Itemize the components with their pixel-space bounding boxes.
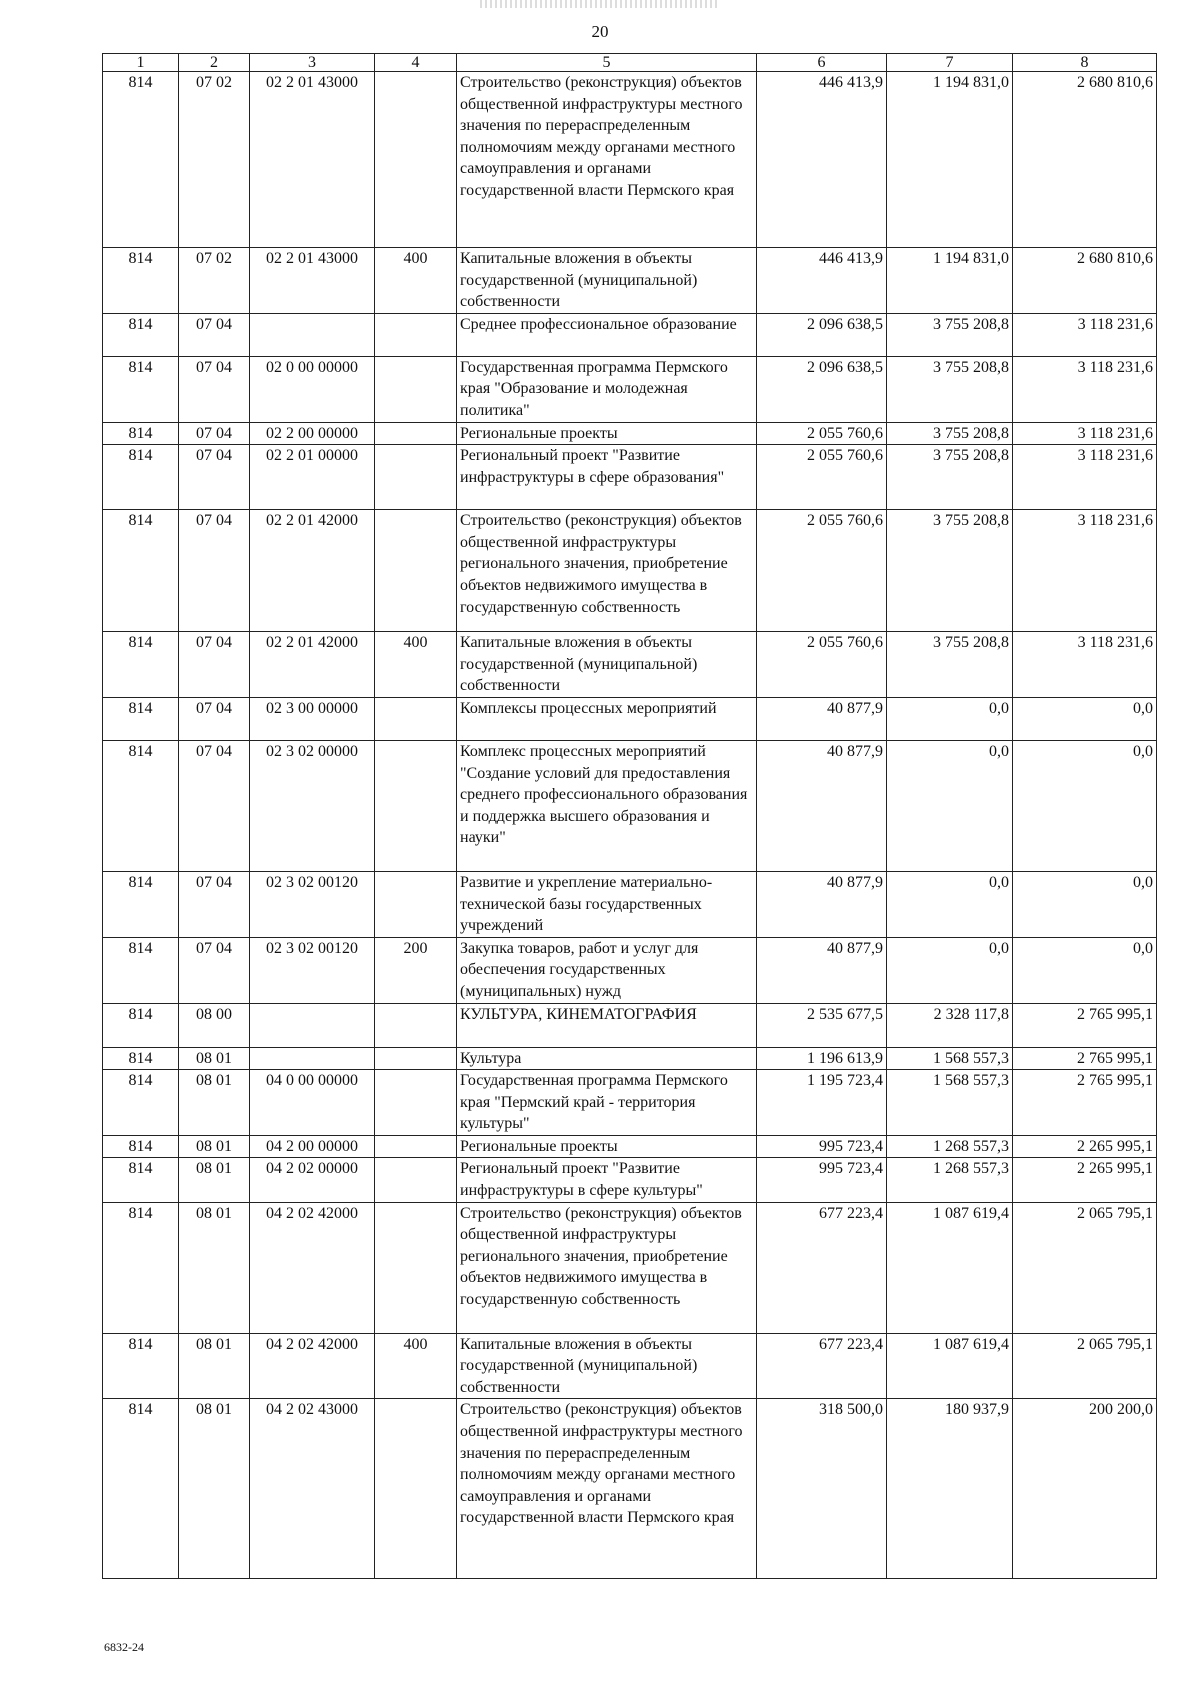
dept-code: 814 (103, 1070, 179, 1136)
target-article-code: 02 2 01 43000 (250, 248, 375, 314)
target-article-code: 02 3 02 00120 (250, 937, 375, 1003)
target-article-code (250, 313, 375, 356)
column-number-row (103, 54, 1157, 72)
amount-col7: 3 755 208,8 (887, 356, 1013, 422)
item-name: Региональный проект "Развитие инфраструктуры в сфере образования" (457, 445, 757, 510)
amount-col6: 40 877,9 (757, 740, 887, 871)
expense-type-code (375, 510, 457, 632)
amount-col8: 3 118 231,6 (1013, 632, 1157, 698)
amount-col8: 3 118 231,6 (1013, 445, 1157, 510)
section-code: 08 01 (179, 1070, 250, 1136)
amount-col7: 3 755 208,8 (887, 632, 1013, 698)
amount-col7: 1 194 831,0 (887, 72, 1013, 248)
amount-col8: 2 765 995,1 (1013, 1070, 1157, 1136)
section-code: 07 04 (179, 697, 250, 740)
dept-code: 814 (103, 422, 179, 445)
dept-code: 814 (103, 632, 179, 698)
expense-type-code (375, 1070, 457, 1136)
table-row (103, 1003, 1157, 1047)
table-row (103, 356, 1157, 422)
amount-col6: 2 055 760,6 (757, 445, 887, 510)
table-row (103, 313, 1157, 356)
amount-col7: 3 755 208,8 (887, 510, 1013, 632)
table-row (103, 510, 1157, 632)
section-code: 07 04 (179, 510, 250, 632)
item-name: Культура (457, 1047, 757, 1070)
dept-code: 814 (103, 1047, 179, 1070)
amount-col6: 446 413,9 (757, 248, 887, 314)
table-row (103, 1158, 1157, 1202)
section-code: 08 01 (179, 1333, 250, 1399)
amount-col6: 2 535 677,5 (757, 1003, 887, 1047)
target-article-code: 04 2 00 00000 (250, 1135, 375, 1158)
item-name: Государственная программа Пермского края "Образование и молодежная политика" (457, 356, 757, 422)
section-code: 07 04 (179, 632, 250, 698)
dept-code: 814 (103, 1135, 179, 1158)
amount-col7: 0,0 (887, 740, 1013, 871)
item-name: Развитие и укрепление материально-технической базы государственных учреждений (457, 871, 757, 937)
item-name: Закупка товаров, работ и услуг для обеспечения государственных (муниципальных) нужд (457, 937, 757, 1003)
amount-col8: 2 765 995,1 (1013, 1047, 1157, 1070)
expense-type-code (375, 740, 457, 871)
expense-type-code: 400 (375, 1333, 457, 1399)
dept-code: 814 (103, 356, 179, 422)
expense-type-code (375, 445, 457, 510)
amount-col7: 180 937,9 (887, 1399, 1013, 1579)
expense-type-code (375, 1158, 457, 1202)
table-row (103, 740, 1157, 871)
section-code: 07 04 (179, 871, 250, 937)
target-article-code: 02 2 00 00000 (250, 422, 375, 445)
amount-col6: 1 196 613,9 (757, 1047, 887, 1070)
table-row (103, 422, 1157, 445)
amount-col8: 0,0 (1013, 871, 1157, 937)
amount-col8: 3 118 231,6 (1013, 356, 1157, 422)
target-article-code: 04 2 02 42000 (250, 1202, 375, 1333)
item-name: Строительство (реконструкция) объектов общественной инфраструктуры местного значения по перераспределенным полномочиям между органами местного самоуправления и органами государственной власти Пермского края (457, 72, 757, 248)
dept-code: 814 (103, 740, 179, 871)
dept-code: 814 (103, 445, 179, 510)
expense-type-code (375, 1135, 457, 1158)
expense-type-code (375, 697, 457, 740)
section-code: 07 04 (179, 740, 250, 871)
section-code: 07 04 (179, 422, 250, 445)
amount-col7: 3 755 208,8 (887, 422, 1013, 445)
amount-col7: 1 087 619,4 (887, 1333, 1013, 1399)
amount-col8: 3 118 231,6 (1013, 422, 1157, 445)
expense-type-code: 400 (375, 632, 457, 698)
section-code: 07 04 (179, 445, 250, 510)
amount-col7: 2 328 117,8 (887, 1003, 1013, 1047)
amount-col6: 2 096 638,5 (757, 313, 887, 356)
expense-type-code (375, 72, 457, 248)
amount-col8: 2 265 995,1 (1013, 1135, 1157, 1158)
col-header: 3 (250, 54, 375, 72)
amount-col8: 2 680 810,6 (1013, 248, 1157, 314)
amount-col6: 446 413,9 (757, 72, 887, 248)
amount-col8: 0,0 (1013, 937, 1157, 1003)
amount-col7: 1 268 557,3 (887, 1135, 1013, 1158)
target-article-code: 02 3 00 00000 (250, 697, 375, 740)
item-name: Среднее профессиональное образование (457, 313, 757, 356)
target-article-code: 02 3 02 00120 (250, 871, 375, 937)
dept-code: 814 (103, 1003, 179, 1047)
expense-type-code (375, 871, 457, 937)
col-header: 4 (375, 54, 457, 72)
col-header: 6 (757, 54, 887, 72)
amount-col7: 1 268 557,3 (887, 1158, 1013, 1202)
section-code: 07 02 (179, 248, 250, 314)
table-row (103, 1399, 1157, 1579)
expense-type-code (375, 1047, 457, 1070)
amount-col6: 2 055 760,6 (757, 422, 887, 445)
item-name: Региональные проекты (457, 422, 757, 445)
target-article-code: 04 2 02 00000 (250, 1158, 375, 1202)
expense-type-code (375, 1202, 457, 1333)
amount-col6: 40 877,9 (757, 937, 887, 1003)
amount-col6: 2 096 638,5 (757, 356, 887, 422)
target-article-code: 02 2 01 42000 (250, 510, 375, 632)
amount-col7: 0,0 (887, 697, 1013, 740)
table-row (103, 937, 1157, 1003)
document-code: 6832-24 (104, 1640, 144, 1654)
target-article-code: 02 2 01 42000 (250, 632, 375, 698)
target-article-code (250, 1047, 375, 1070)
page-number: 20 (591, 22, 609, 41)
amount-col8: 2 680 810,6 (1013, 72, 1157, 248)
expense-type-code (375, 356, 457, 422)
section-code: 07 04 (179, 937, 250, 1003)
col-header: 8 (1013, 54, 1157, 72)
amount-col7: 1 568 557,3 (887, 1070, 1013, 1136)
item-name: Комплексы процессных мероприятий (457, 697, 757, 740)
dept-code: 814 (103, 1202, 179, 1333)
item-name: Государственная программа Пермского края "Пермский край - территория культуры" (457, 1070, 757, 1136)
dept-code: 814 (103, 937, 179, 1003)
dept-code: 814 (103, 1158, 179, 1202)
target-article-code: 02 3 02 00000 (250, 740, 375, 871)
table-row (103, 1070, 1157, 1136)
expense-type-code (375, 1003, 457, 1047)
item-name: Капитальные вложения в объекты государственной (муниципальной) собственности (457, 248, 757, 314)
section-code: 08 01 (179, 1047, 250, 1070)
item-name: КУЛЬТУРА, КИНЕМАТОГРАФИЯ (457, 1003, 757, 1047)
amount-col6: 40 877,9 (757, 871, 887, 937)
dept-code: 814 (103, 697, 179, 740)
section-code: 07 02 (179, 72, 250, 248)
target-article-code: 04 2 02 43000 (250, 1399, 375, 1579)
amount-col8: 2 765 995,1 (1013, 1003, 1157, 1047)
amount-col7: 0,0 (887, 871, 1013, 937)
amount-col8: 3 118 231,6 (1013, 313, 1157, 356)
budget-table (102, 53, 1157, 1579)
table-row (103, 871, 1157, 937)
section-code: 08 01 (179, 1399, 250, 1579)
amount-col6: 2 055 760,6 (757, 510, 887, 632)
target-article-code: 04 2 02 42000 (250, 1333, 375, 1399)
item-name: Строительство (реконструкция) объектов общественной инфраструктуры регионального значения, приобретение объектов недвижимого имущества в государственную собственность (457, 510, 757, 632)
amount-col6: 995 723,4 (757, 1158, 887, 1202)
expense-type-code (375, 1399, 457, 1579)
col-header: 7 (887, 54, 1013, 72)
amount-col8: 2 065 795,1 (1013, 1202, 1157, 1333)
section-code: 07 04 (179, 356, 250, 422)
dept-code: 814 (103, 313, 179, 356)
expense-type-code: 200 (375, 937, 457, 1003)
expense-type-code (375, 313, 457, 356)
section-code: 08 01 (179, 1158, 250, 1202)
item-name: Капитальные вложения в объекты государственной (муниципальной) собственности (457, 1333, 757, 1399)
target-article-code: 02 0 00 00000 (250, 356, 375, 422)
table-row (103, 697, 1157, 740)
col-header: 2 (179, 54, 250, 72)
section-code: 08 01 (179, 1135, 250, 1158)
expense-type-code (375, 422, 457, 445)
dept-code: 814 (103, 871, 179, 937)
amount-col6: 40 877,9 (757, 697, 887, 740)
scan-artifact (480, 0, 720, 8)
amount-col6: 318 500,0 (757, 1399, 887, 1579)
amount-col7: 1 568 557,3 (887, 1047, 1013, 1070)
target-article-code (250, 1003, 375, 1047)
section-code: 08 01 (179, 1202, 250, 1333)
amount-col6: 995 723,4 (757, 1135, 887, 1158)
amount-col6: 677 223,4 (757, 1333, 887, 1399)
amount-col8: 0,0 (1013, 740, 1157, 871)
dept-code: 814 (103, 248, 179, 314)
amount-col8: 0,0 (1013, 697, 1157, 740)
table-row (103, 72, 1157, 248)
item-name: Региональный проект "Развитие инфраструктуры в сфере культуры" (457, 1158, 757, 1202)
item-name: Комплекс процессных мероприятий "Создание условий для предоставления среднего профессионального образования и поддержка высшего образования и науки" (457, 740, 757, 871)
amount-col7: 3 755 208,8 (887, 445, 1013, 510)
item-name: Строительство (реконструкция) объектов общественной инфраструктуры местного значения по перераспределенным полномочиям между органами местного самоуправления и органами государственной власти Пермского края (457, 1399, 757, 1579)
target-article-code: 02 2 01 00000 (250, 445, 375, 510)
section-code: 07 04 (179, 313, 250, 356)
amount-col6: 677 223,4 (757, 1202, 887, 1333)
amount-col8: 200 200,0 (1013, 1399, 1157, 1579)
amount-col7: 3 755 208,8 (887, 313, 1013, 356)
dept-code: 814 (103, 72, 179, 248)
dept-code: 814 (103, 510, 179, 632)
amount-col6: 1 195 723,4 (757, 1070, 887, 1136)
section-code: 08 00 (179, 1003, 250, 1047)
target-article-code: 04 0 00 00000 (250, 1070, 375, 1136)
table-row (103, 1333, 1157, 1399)
amount-col8: 3 118 231,6 (1013, 510, 1157, 632)
amount-col8: 2 065 795,1 (1013, 1333, 1157, 1399)
amount-col7: 1 087 619,4 (887, 1202, 1013, 1333)
table-row (103, 632, 1157, 698)
table-row (103, 1135, 1157, 1158)
amount-col7: 0,0 (887, 937, 1013, 1003)
table-row (103, 1202, 1157, 1333)
col-header: 5 (457, 54, 757, 72)
item-name: Капитальные вложения в объекты государственной (муниципальной) собственности (457, 632, 757, 698)
amount-col6: 2 055 760,6 (757, 632, 887, 698)
amount-col8: 2 265 995,1 (1013, 1158, 1157, 1202)
table-row (103, 445, 1157, 510)
table-row (103, 1047, 1157, 1070)
dept-code: 814 (103, 1333, 179, 1399)
target-article-code: 02 2 01 43000 (250, 72, 375, 248)
expense-type-code: 400 (375, 248, 457, 314)
item-name: Строительство (реконструкция) объектов общественной инфраструктуры регионального значения, приобретение объектов недвижимого имущества в государственную собственность (457, 1202, 757, 1333)
table-row (103, 248, 1157, 314)
amount-col7: 1 194 831,0 (887, 248, 1013, 314)
col-header: 1 (103, 54, 179, 72)
item-name: Региональные проекты (457, 1135, 757, 1158)
dept-code: 814 (103, 1399, 179, 1579)
